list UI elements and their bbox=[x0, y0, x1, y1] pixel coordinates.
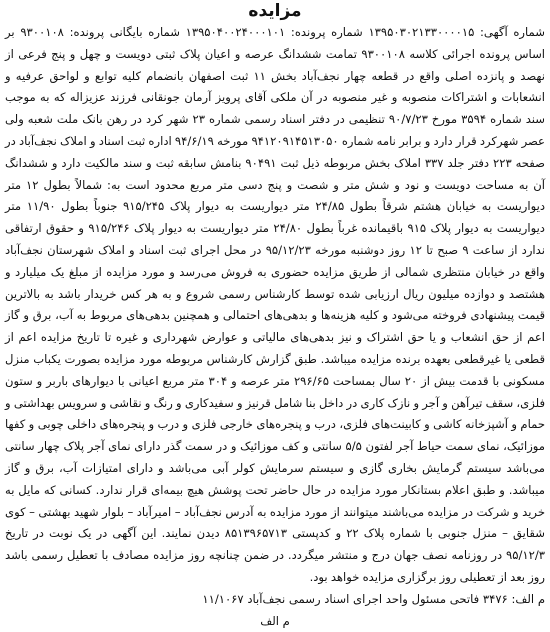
notice-footer: م الف: ۳۴۷۶ فاتحی مسئول واحد اجرای اسناد رسمی نجف‌آباد ۱۱/۱۰۶۷ bbox=[202, 591, 545, 606]
notice-continuation: م الف bbox=[260, 613, 290, 628]
notice-title: مزایده bbox=[248, 1, 302, 21]
notice-body: شماره آگهی: ۱۳۹۵۰۳۰۲۱۳۳۰۰۰۰۱۵ شماره پرونده: ۱۳۹۵۰۴۰۰۲۴۰۰۰۱۰۱ شماره بایگانی پرونده: ۹۳۰۰۱۰۸ بر اساس پرونده اجرائی کلاسه ۹۳۰۰۱۰۸ تمامت ششدانگ عرصه و اعیان پلاک ثبتی دویست و چهل و پنج فرعی از نهصد و پانزده اصلی واقع در قطعه چهار نجف‌آباد بخش ۱۱ ثبت اصفهان بانضمام کلیه توابع و لواحق عرفیه و انشعابات و اشتراکات منصوبه و غیر منصوبه در آن ملکی آقای پرویز آرمان جونقانی فرزند عزیزاله که به موجب سند شماره ۳۵۹۴ مورخ ۹۰/۷/۲۳ تنظیمی در دفتر اسناد رسمی شماره ۲۳ شهر کرد در رهن بانک ملت شعبه ولی عصر شهرکرد قرار دارد و برابر نامه شماره ۹۴۱۲۰۹۱۴۵۱۳۰۵۰ مورخه ۹۴/۶/۱۹ اداره ثبت اسناد و املاک نجف‌آباد در صفحه ۲۲۳ دفتر جلد ۳۳۷ املاک بخش مربوطه ذیل ثبت ۹۰۴۹۱ بنامش سابقه ثبت و سند مالکیت دارد و ششدانگ آن به مساحت دویست و نود و شش متر و شصت و پنج دسی متر مربع محدود است به: شمالاً بطول ۱۲ متر دیواریست به خیابان هشتم شرقاً بطول ۲۴/۸۵ متر دیواریست به دیوار پلاک ۹۱۵/۲۴۵ جنوباً بطول ۱۱/۹۰ متر دیواریست به دیوار پلاک ۹۱۵ باقیمانده غرباً بطول ۲۴/۸۰ متر دیواریست به دیوار پلاک ۹۱۵/۲۴۶ و حقوق ارتفاقی ندارد از ساعت ۹ صبح تا ۱۲ روز دوشنبه مورخه ۹۵/۱۲/۲۳ در محل اجرای ثبت اسناد و املاک شهرستان نجف‌آباد واقع در خیابان منتظری شمالی از طریق مزایده حضوری به فروش می‌رسد و مورد مزایده از مبلغ یک میلیارد و هشتصد و دوازده میلیون ریال ارزیابی شده توسط کارشناس رسمی شروع و به هر کس خریدار باشد به بالاترین قیمت پیشنهادی فروخته می‌شود و کلیه هزینه‌ها و بدهی‌های احتمالی و همچنین بدهی‌های مربوط به آب، برق و گاز اعم از حق انشعاب و یا حق اشتراک و نیز بدهی‌های مالیاتی و عوارض شهرداری و غیره تا تاریخ مزایده اعم از قطعی یا غیرقطعی بعهده برنده مزایده میباشد. طبق گزارش کارشناس مربوطه مورد مزایده بصورت یکباب منزل مسکونی با قدمت بیش از ۲۰ سال بمساحت ۲۹۶/۶۵ متر عرصه و ۳۰۴ متر مربع اعیانی با دیوارهای باربر و ستون فلزی، سقف تیرآهن و آجر و نازک کاری در داخل بنا شامل قرنیز و سفیدکاری و رنگ و نقاشی و سرویس بهداشتی و حمام و آشپزخانه کاشی و کابینت‌های فلزی، درب و پنجره‌های خارجی فلزی و درب و پنجره‌های داخلی چوبی و کفها موزائیک، نمای سمت حیاط آجر لفتون ۵/۵ سانتی و کف موزائیک و در سمت گذر دارای نمای آجر پلاک چهار سانتی می‌باشد سیستم گرمایش بخاری گازی و سیستم سرمایش کولر آبی می‌باشد و دارای امتیازات آب، برق و گاز میباشد. و طبق اعلام بستانکار مورد مزایده در حال حاضر تحت پوشش هیچ بیمه‌ای قرار ندارد. کسانی که مایل به خرید و شرکت در مزایده می‌باشند میتوانند از مورد مزایده به آدرس نجف‌آباد – امیرآباد – بلوار شهید بهشتی – کوی شقایق – منزل جنوبی با شماره پلاک ۲۲ و کدپستی ۸۵۱۳۹۶۵۷۱۳ دیدن نمایند. این آگهی در یک نوبت در تاریخ ۹۵/۱۲/۳ در روزنامه نصف جهان درج و منتشر میگردد. در ضمن چنانچه روز مزایده مصادف با تعطیل رسمی باشد روز بعد از تعطیلی روز برگزاری مزایده خواهد بود. bbox=[5, 25, 546, 584]
